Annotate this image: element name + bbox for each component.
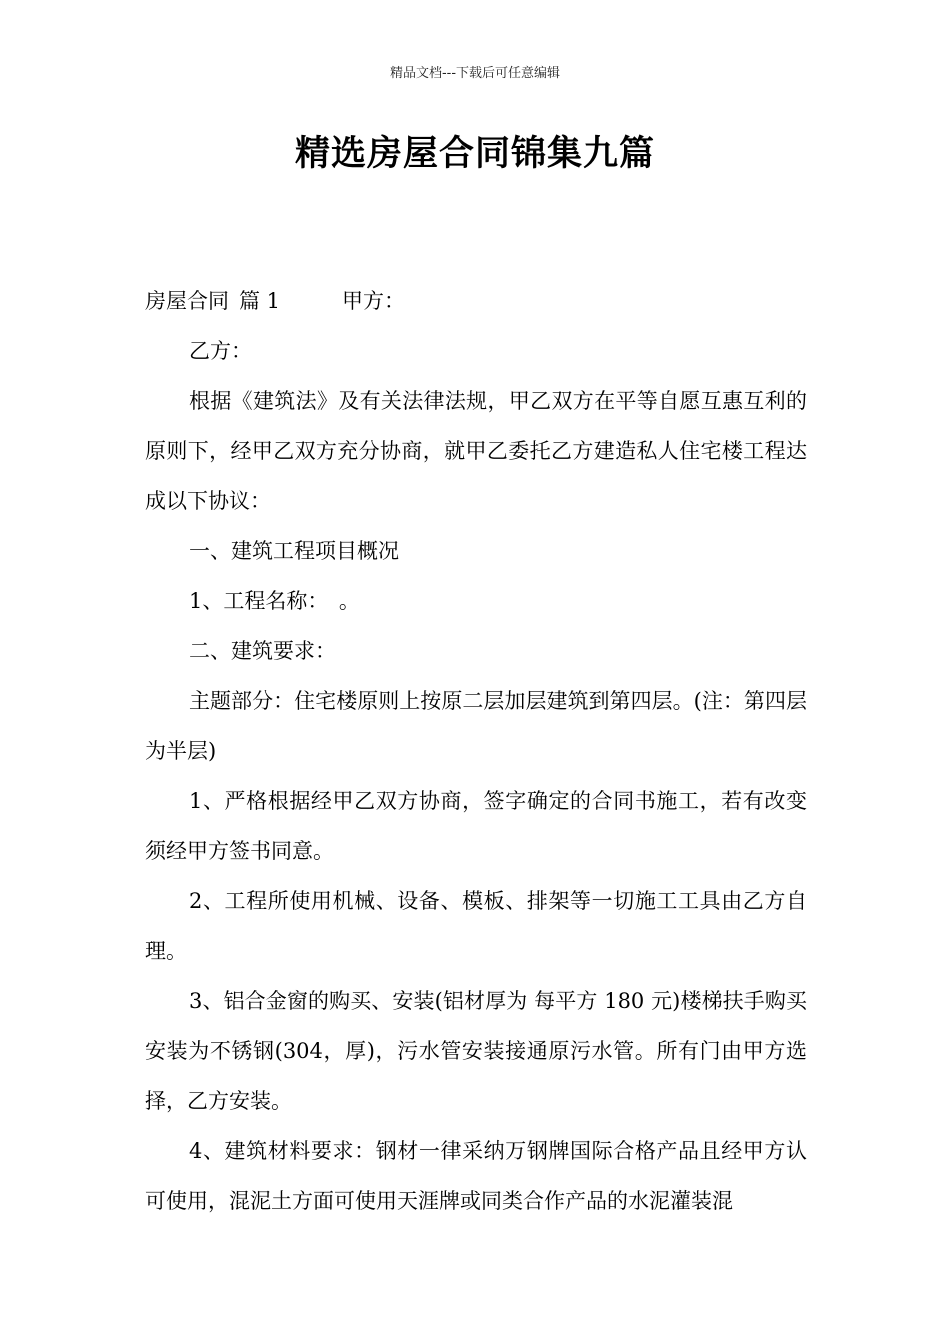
paragraph: 主题部分：住宅楼原则上按原二层加层建筑到第四层。(注：第四层为半层): [145, 689, 807, 763]
paragraph: 根据《建筑法》及有关法律法规，甲乙双方在平等自愿互惠互利的原则下，经甲乙双方充分协商，就甲乙委托乙方建造私人住宅楼工程达成以下协议：: [145, 389, 807, 513]
paragraph: 二、建筑要求：: [189, 639, 336, 663]
paragraph: 1、严格根据经甲乙双方协商，签字确定的合同书施工，若有改变须经甲方签书同意。: [145, 789, 807, 863]
paragraph: 4、建筑材料要求：钢材一律采纳万钢牌国际合格产品且经甲方认可使用，混泥土方面可使用天涯牌或同类合作产品的水泥灌装混: [145, 1139, 807, 1213]
paragraph: 3、铝合金窗的购买、安装(铝材厚为 每平方 180 元)楼梯扶手购买安装为不锈钢(304，厚)，污水管安装接通原污水管。所有门由甲方选择，乙方安装。: [145, 989, 807, 1113]
first-line-part3: 甲方：: [342, 289, 406, 313]
first-line: [145, 276, 807, 326]
first-line-part1: 房屋合同: [145, 289, 229, 313]
paragraph: 1、工程名称： 。: [189, 589, 360, 613]
paragraph: 2、工程所使用机械、设备、模板、排架等一切施工工具由乙方自理。: [145, 889, 807, 963]
document-body: [145, 276, 807, 1226]
paragraph: 一、建筑工程项目概况: [189, 539, 399, 563]
header-note: 精品文档---下载后可任意编辑: [389, 66, 561, 81]
first-line-part2: 篇 1: [239, 289, 281, 313]
document-title: 精选房屋合同锦集九篇: [294, 134, 655, 174]
paragraph: 乙方：: [189, 339, 252, 363]
